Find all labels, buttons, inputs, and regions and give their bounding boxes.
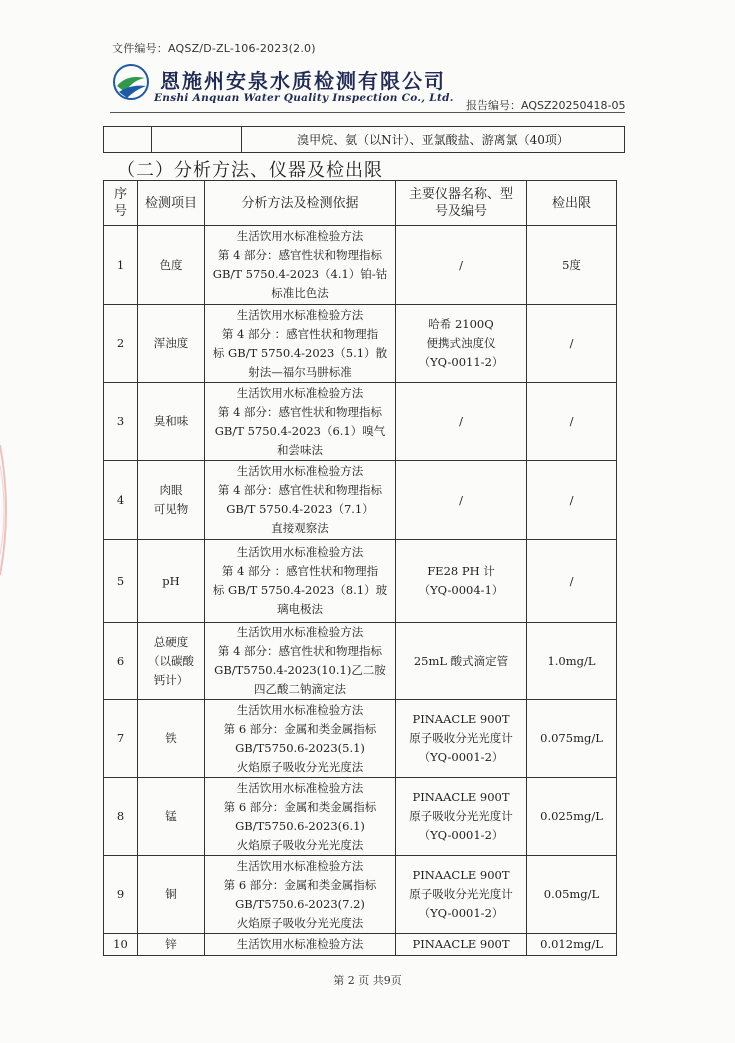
cell-instrument [396,226,527,305]
table-row [104,540,617,623]
cell-instrument-line: 便携式浊度仪 [426,336,496,350]
cell-item-line: 肉眼 [159,483,183,497]
cell-no [104,461,138,540]
cell-instrument [396,540,527,623]
cell-method-line: 第 4 部分：感官性状和物理指标 [217,483,383,497]
cell-instrument-line: 原子吸收分光光度计 [409,887,513,901]
cell-method-line: 第 6 部分：金属和类金属指标 [223,877,377,892]
cell-instrument-line: （YQ-0001-2） [418,906,504,920]
cell-method-line: GB/T5750.4-2023(10.1)乙二胺 [214,663,386,677]
cell-item [138,383,205,461]
cell-limit [527,934,617,956]
cell-item [138,700,205,778]
cell-instrument-line: （YQ-0001-2） [418,750,504,764]
methods-table [103,180,617,956]
cell-method-line: 第 6 部分：金属和类金属指标 [223,721,377,736]
cell-item [138,540,205,623]
cell-no [104,226,138,305]
cell-no-line: 1 [116,257,125,272]
cell-instrument-line: 原子吸收分光光度计 [409,809,513,823]
cell-item [138,934,205,956]
cell-method-line: 生活饮用水标准检验方法 [236,385,364,400]
cell-no [104,856,138,934]
cell-instrument-line: / [459,414,463,428]
cell-instrument-line: PINAACLE 900T [412,712,510,726]
cell-method [205,778,396,856]
cell-limit-line: 1.0mg/L [547,653,596,668]
header-item [138,181,205,226]
cell-no-line: 2 [116,336,125,350]
cell-instrument-line: 25mL 酸式滴定管 [413,653,509,668]
header-method: 分析方法及检测依据 [205,181,396,226]
cell-limit [527,383,617,461]
cell-limit [527,305,617,383]
table-row [104,778,617,856]
cell-no-line: 10 [113,937,128,951]
cell-item-line: 锌 [165,937,177,951]
header-no [104,181,138,226]
cell-no-line: 6 [116,653,125,668]
cell-method-line: 第 4 部分 ：感官性状和物理指 [221,564,379,578]
cell-instrument-line: （YQ-0001-2） [418,828,504,842]
cell-method-line: 四乙酸二钠滴定法 [254,682,346,696]
table-header-row [104,181,617,226]
cell-instrument [396,305,527,383]
cell-instrument-line: PINAACLE 900T [412,868,510,882]
cell-method-line: GB/T5750.6-2023(6.1) [235,818,365,833]
section-title: （二）分析方法、仪器及检出限 [117,160,383,181]
cell-no [104,540,138,623]
cell-limit-line: 5度 [562,257,581,272]
page-footer: 第 2 页 共9页 [333,974,402,987]
cell-item [138,778,205,856]
table-row [104,461,617,540]
cell-method-line: GB/T5750.6-2023(7.2) [235,896,365,911]
cell-no [104,305,138,383]
cell-no [104,383,138,461]
tail-cell-text: 溴甲烷、氨（以N计）、亚氯酸盐、游离氯（40项） [242,127,625,153]
cell-item [138,226,205,305]
cell-instrument [396,856,527,934]
table-row [104,383,617,461]
table-row [104,305,617,383]
cell-method-line: 生活饮用水标准检验方法 [236,545,364,559]
cell-method [205,383,396,461]
cell-item-line: （以碳酸 [148,653,194,668]
cell-method [205,623,396,700]
cell-limit [527,856,617,934]
cell-method-line: 第 6 部分：金属和类金属指标 [223,799,377,814]
cell-item-line: 臭和味 [153,414,189,428]
cell-limit-line: / [569,573,574,588]
cell-instrument-line: PINAACLE 900T [412,790,510,804]
cell-limit-line: 0.05mg/L [543,887,600,901]
cell-no [104,700,138,778]
header-instrument [396,181,527,226]
cell-method-line: 射法—福尔马肼标准 [248,364,352,379]
cell-item [138,623,205,700]
cell-method-line: 火焰原子吸收分光光度法 [236,837,364,852]
cell-limit-line: 0.012mg/L [540,937,603,951]
cell-item-line: 铁 [165,731,177,745]
cell-method [205,934,396,956]
cell-item-line: 浑浊度 [153,336,189,350]
cell-instrument-line: / [459,492,463,507]
cell-limit-line: / [569,492,574,507]
cell-method-line: 生活饮用水标准检验方法 [236,229,364,243]
cell-item-line: 色度 [159,257,183,272]
cell-instrument [396,461,527,540]
cell-instrument-line: FE28 PH 计 [427,564,495,578]
cell-no-line: 4 [116,492,125,507]
header-instrument-label: 主要仪器名称、型号及编号 [409,187,514,219]
cell-limit [527,623,617,700]
cell-no-line: 8 [116,809,125,823]
header-no-label: 序号 [113,187,127,219]
cell-method-line: GB/T5750.6-2023(5.1) [235,740,365,755]
cell-method-line: 第 4 部分 ：感官性状和物理指 [221,326,379,341]
previous-table-tail [103,126,625,153]
cell-instrument-line: / [459,257,463,272]
seal-stamp-edge-icon [0,435,14,585]
cell-limit [527,226,617,305]
cell-item-line: 锰 [165,809,177,823]
cell-method-line: 标 GB/T 5750.4-2023（5.1）散 [212,345,388,360]
cell-method-line: 生活饮用水标准检验方法 [236,464,364,478]
cell-method-line: 第 4 部分：感官性状和物理指标 [217,404,383,419]
cell-limit-line: 0.075mg/L [540,731,603,745]
header-limit: 检出限 [527,181,617,226]
cell-limit [527,540,617,623]
table-row [104,623,617,700]
cell-instrument-line: 原子吸收分光光度计 [409,731,513,745]
cell-method-line: 生活饮用水标准检验方法 [236,307,364,322]
cell-instrument-line: PINAACLE 900T [412,937,510,951]
cell-limit-line: 0.025mg/L [540,809,603,823]
cell-method [205,700,396,778]
company-name-cn: 恩施州安泉水质检测有限公司 [160,69,446,93]
cell-instrument-line: 哈希 2100Q [428,317,494,331]
cell-item-line: 可见物 [153,502,189,516]
cell-method [205,856,396,934]
table-row [104,700,617,778]
cell-method [205,461,396,540]
cell-method-line: GB/T 5750.4-2023（7.1） [226,502,374,516]
cell-item-line: pH [162,573,180,588]
cell-method-line: 直接观察法 [271,521,329,535]
tail-cell-empty-1 [104,127,152,153]
cell-method-line: 生活饮用水标准检验方法 [236,780,364,795]
cell-method-line: 第 4 部分：感官性状和物理指标 [217,644,383,658]
cell-item [138,461,205,540]
doc-number: 文件编号：AQSZ/D-ZL-106-2023(2.0) [112,42,316,55]
cell-item-line: 钙计） [153,672,189,687]
cell-method-line: 标准比色法 [271,286,329,300]
cell-method [205,540,396,623]
cell-instrument [396,778,527,856]
cell-instrument [396,934,527,956]
cell-method [205,305,396,383]
cell-limit [527,700,617,778]
cell-no-line: 3 [116,414,125,428]
cell-instrument [396,700,527,778]
cell-item-line: 铜 [165,887,177,901]
cell-instrument-line: （YQ-0011-2） [418,355,504,369]
company-name-en: Enshi Anquan Water Quality Inspection Co., Ltd. [154,92,454,104]
table-row [104,934,617,956]
cell-method-line: 生活饮用水标准检验方法 [236,858,364,873]
cell-method-line: GB/T 5750.4-2023（4.1）铂-钴 [212,267,388,281]
cell-no-line: 5 [116,573,125,588]
company-logo-icon [113,62,149,102]
cell-method [205,226,396,305]
cell-limit-line: / [569,414,574,428]
cell-instrument [396,623,527,700]
cell-method-line: 第 4 部分：感官性状和物理指标 [217,248,383,262]
cell-item [138,305,205,383]
cell-method-line: 生活饮用水标准检验方法 [236,702,364,717]
cell-item-line: 总硬度 [153,634,189,649]
header-item-label: 检测项目 [145,195,198,211]
table-row [104,226,617,305]
cell-method-line: GB/T 5750.4-2023（6.1）嗅气 [214,423,386,438]
cell-method-line: 生活饮用水标准检验方法 [236,937,364,951]
cell-method-line: 璃电极法 [277,602,323,616]
cell-method-line: 火焰原子吸收分光光度法 [236,915,364,930]
cell-limit [527,461,617,540]
cell-item [138,856,205,934]
tail-cell-empty-2 [152,127,242,153]
table-row [104,856,617,934]
cell-method-line: 生活饮用水标准检验方法 [236,625,364,639]
cell-no-line: 7 [116,731,125,745]
cell-no [104,934,138,956]
cell-limit [527,778,617,856]
cell-no-line: 9 [116,887,125,901]
header-divider [110,112,625,113]
cell-limit-line: / [569,336,574,350]
cell-method-line: 火焰原子吸收分光光度法 [236,759,364,774]
cell-no [104,623,138,700]
report-number: 报告编号：AQSZ20250418-05 [466,99,626,112]
cell-instrument-line: （YQ-0004-1） [418,583,504,597]
cell-instrument [396,383,527,461]
cell-no [104,778,138,856]
cell-method-line: 标 GB/T 5750.4-2023（8.1）玻 [212,583,388,597]
cell-method-line: 和尝味法 [277,442,323,457]
